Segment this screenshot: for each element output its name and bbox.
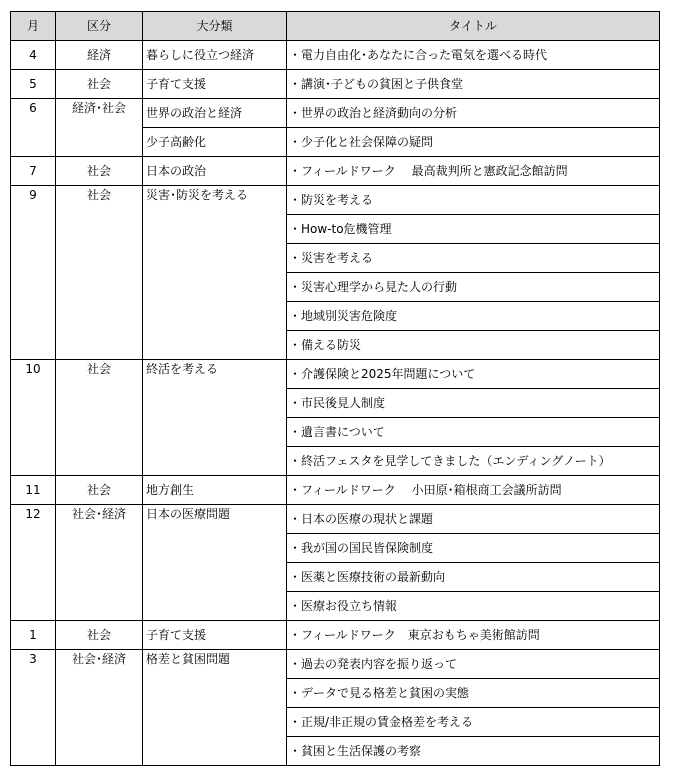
category-cell: 社会 xyxy=(56,476,143,505)
title-cell: ・介護保険と2025年問題について xyxy=(287,360,660,389)
table-row xyxy=(11,360,660,389)
table-row xyxy=(11,157,660,186)
title-cell: ・正規/非正規の賃金格差を考える xyxy=(287,708,660,737)
category-cell: 社会 xyxy=(56,70,143,99)
table-row xyxy=(11,70,660,99)
month-cell: 3 xyxy=(11,650,56,766)
category-cell: 社会 xyxy=(56,360,143,476)
category-cell: 社会 xyxy=(56,186,143,360)
title-cell: ・防災を考える xyxy=(287,186,660,215)
major-category-cell: 暮らしに役立つ経済 xyxy=(143,41,287,70)
title-cell: ・少子化と社会保障の疑問 xyxy=(287,128,660,157)
major-category-cell: 地方創生 xyxy=(143,476,287,505)
title-cell: ・フィールドワーク 小田原･箱根商工会議所訪問 xyxy=(287,476,660,505)
title-cell: ・地域別災害危険度 xyxy=(287,302,660,331)
title-cell: ・災害を考える xyxy=(287,244,660,273)
header-month: 月 xyxy=(11,12,56,41)
table-row xyxy=(11,621,660,650)
title-cell: ・電力自由化･あなたに合った電気を選べる時代 xyxy=(287,41,660,70)
major-category-cell: 日本の医療問題 xyxy=(143,505,287,621)
major-category-cell: 世界の政治と経済 xyxy=(143,99,287,128)
header-row xyxy=(11,12,660,41)
title-cell: ・フィールドワーク 東京おもちゃ美術館訪問 xyxy=(287,621,660,650)
major-category-cell: 災害･防災を考える xyxy=(143,186,287,360)
title-cell: ・フィールドワーク 最高裁判所と憲政記念館訪問 xyxy=(287,157,660,186)
major-category-cell: 日本の政治 xyxy=(143,157,287,186)
category-cell: 社会 xyxy=(56,157,143,186)
table-row xyxy=(11,650,660,679)
month-cell: 12 xyxy=(11,505,56,621)
title-cell: ・災害心理学から見た人の行動 xyxy=(287,273,660,302)
title-cell: ・備える防災 xyxy=(287,331,660,360)
month-cell: 4 xyxy=(11,41,56,70)
header-major-category: 大分類 xyxy=(143,12,287,41)
month-cell: 9 xyxy=(11,186,56,360)
title-cell: ・貧困と生活保護の考察 xyxy=(287,737,660,766)
category-cell: 経済 xyxy=(56,41,143,70)
title-cell: ・How-to危機管理 xyxy=(287,215,660,244)
title-cell: ・遺言書について xyxy=(287,418,660,447)
major-category-cell: 子育て支援 xyxy=(143,70,287,99)
title-cell: ・我が国の国民皆保険制度 xyxy=(287,534,660,563)
title-cell: ・日本の医療の現状と課題 xyxy=(287,505,660,534)
table-row xyxy=(11,186,660,215)
title-cell: ・過去の発表内容を振り返って xyxy=(287,650,660,679)
category-cell: 経済･社会 xyxy=(56,99,143,157)
header-category: 区分 xyxy=(56,12,143,41)
month-cell: 5 xyxy=(11,70,56,99)
table-row xyxy=(11,99,660,128)
major-category-cell: 格差と貧困問題 xyxy=(143,650,287,766)
table-row xyxy=(11,505,660,534)
table-row xyxy=(11,476,660,505)
category-cell: 社会･経済 xyxy=(56,505,143,621)
title-cell: ・終活フェスタを見学してきました（エンディングノート） xyxy=(287,447,660,476)
major-category-cell: 少子高齢化 xyxy=(143,128,287,157)
title-cell: ・世界の政治と経済動向の分析 xyxy=(287,99,660,128)
title-cell: ・講演･子どもの貧困と子供食堂 xyxy=(287,70,660,99)
title-cell: ・医療お役立ち情報 xyxy=(287,592,660,621)
major-category-cell: 終活を考える xyxy=(143,360,287,476)
table-row xyxy=(11,41,660,70)
title-cell: ・市民後見人制度 xyxy=(287,389,660,418)
title-cell: ・医薬と医療技術の最新動向 xyxy=(287,563,660,592)
month-cell: 10 xyxy=(11,360,56,476)
category-cell: 社会･経済 xyxy=(56,650,143,766)
category-cell: 社会 xyxy=(56,621,143,650)
schedule-table xyxy=(10,11,660,766)
month-cell: 11 xyxy=(11,476,56,505)
major-category-cell: 子育て支援 xyxy=(143,621,287,650)
header-title: タイトル xyxy=(287,12,660,41)
month-cell: 6 xyxy=(11,99,56,157)
schedule-sheet xyxy=(10,11,660,766)
month-cell: 1 xyxy=(11,621,56,650)
month-cell: 7 xyxy=(11,157,56,186)
title-cell: ・データで見る格差と貧困の実態 xyxy=(287,679,660,708)
